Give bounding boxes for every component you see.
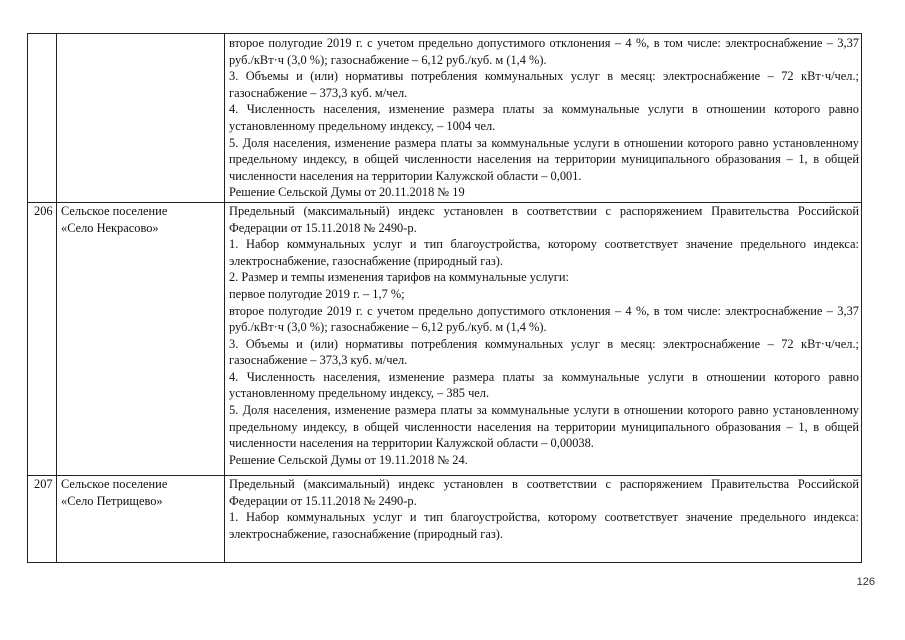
paragraph: первое полугодие 2019 г. – 1,7 %;	[229, 286, 405, 301]
paragraph: 4. Численность населения, изменение размера платы за коммунальные услуги в отношении которого равно установленному предельному индексу, – 385 чел.	[229, 369, 859, 401]
municipality-name: «Село Петрищево»	[61, 493, 163, 508]
paragraph: 3. Объемы и (или) нормативы потребления коммунальных услуг в месяц: электроснабжение – 72 кВт·ч/чел.; газоснабжение – 373,3 куб. м/чел.	[229, 336, 859, 368]
row-number-cell	[28, 202, 57, 475]
row-number: 206	[34, 203, 53, 218]
paragraph: Решение Сельской Думы от 20.11.2018 № 19	[229, 185, 465, 200]
paragraph: Предельный (максимальный) индекс установлен в соответствии с распоряжением Правительства Российской Федерации от 15.11.2018 № 2490-р.	[229, 476, 859, 508]
paragraph: 1. Набор коммунальных услуг и тип благоустройства, которому соответствует значение предельного индекса: электроснабжение, газоснабжение (природный газ).	[229, 237, 859, 268]
description-cell	[225, 202, 862, 475]
table-row	[28, 202, 862, 475]
page-number: 126	[856, 576, 875, 588]
paragraph: 4. Численность населения, изменение размера платы за коммунальные услуги в отношении которого равно установленному предельному индексу, – 1004 чел.	[229, 102, 859, 133]
description-cell	[225, 475, 862, 562]
paragraph: 5. Доля населения, изменение размера платы за коммунальные услуги в отношении которого равно установленному предельному индексу, в общей численности населения на территории муниципального образования – 1, в общей численности населения на территории Калужской области – 0,00038.	[229, 403, 859, 451]
paragraph: 2. Размер и темпы изменения тарифов на коммунальные услуги:	[229, 270, 569, 285]
table-row	[28, 475, 862, 562]
description-cell	[225, 34, 862, 203]
row-number-cell	[28, 475, 57, 562]
municipality-cell	[57, 202, 225, 475]
municipality-type: Сельское поселение	[61, 203, 168, 218]
municipality-cell	[57, 34, 225, 203]
paragraph: Решение Сельской Думы от 19.11.2018 № 24.	[229, 452, 468, 467]
table-row	[28, 34, 862, 203]
paragraph: второе полугодие 2019 г. с учетом предельно допустимого отклонения – 4 %, в том числе: электроснабжение – 3,37 руб./кВт·ч (3,0 %); газоснабжение – 6,12 руб./куб. м (1,4 %).	[229, 303, 859, 335]
municipality-name: «Село Некрасово»	[61, 220, 159, 235]
paragraph: второе полугодие 2019 г. с учетом предельно допустимого отклонения – 4 %, в том числе: электроснабжение – 3,37 руб./кВт·ч (3,0 %); газоснабжение – 6,12 руб./куб. м (1,4 %).	[229, 36, 859, 67]
municipality-type: Сельское поселение	[61, 476, 168, 491]
paragraph: 5. Доля населения, изменение размера платы за коммунальные услуги в отношении которого равно установленному предельному индексу, в общей численности населения на территории муниципального образования – 1, в общей численности населения на территории Калужской области – 0,001.	[229, 135, 859, 183]
paragraph: 3. Объемы и (или) нормативы потребления коммунальных услуг в месяц: электроснабжение – 72 кВт·ч/чел.; газоснабжение – 373,3 куб. м/чел.	[229, 69, 859, 100]
paragraph: 1. Набор коммунальных услуг и тип благоустройства, которому соответствует значение предельного индекса: электроснабжение, газоснабжение (природный газ).	[229, 510, 859, 541]
paragraph: Предельный (максимальный) индекс установлен в соответствии с распоряжением Правительства Российской Федерации от 15.11.2018 № 2490-р.	[229, 203, 859, 235]
municipality-cell	[57, 475, 225, 562]
document-table	[27, 33, 862, 563]
row-number-cell	[28, 34, 57, 203]
row-number: 207	[34, 476, 53, 491]
